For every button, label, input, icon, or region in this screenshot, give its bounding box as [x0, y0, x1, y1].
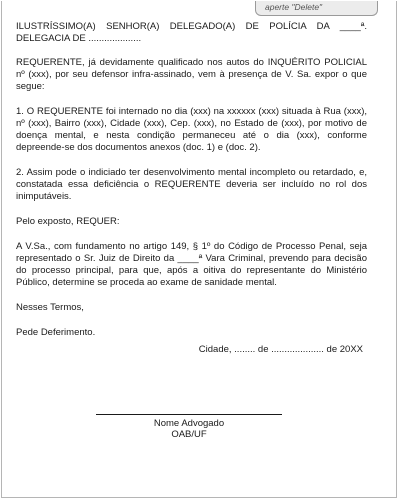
paragraph-item-2: 2. Assim pode o indiciado ter desenvolvimento mental incompleto ou retardado, e, constatada essa deficiência o REQUERENTE deveria ser incluído no rol dos inimputáveis.	[16, 167, 367, 202]
document-heading: ILUSTRÍSSIMO(A) SENHOR(A) DELEGADO(A) DE POLÍCIA DA ____ª. DELEGACIA DE ....................	[16, 21, 367, 44]
signature-name: Nome Advogado	[153, 418, 225, 429]
signature-line	[96, 414, 282, 415]
closing-deferment: Pede Deferimento.	[16, 327, 96, 338]
delete-hint-tab[interactable]: aperte "Delete"	[255, 1, 378, 16]
paragraph-request: A V.Sa., com fundamento no artigo 149, § 1º do Código de Processo Penal, seja representado o Sr. Juiz de Direito da ____ª Vara Criminal, prevendo para decisão do processo principal, para que, após a oitiva do representante do Ministério Público, determine se proceda ao exame de sanidade mental.	[16, 241, 367, 288]
place-date-line: Cidade, ........ de .................... de 20XX	[198, 344, 363, 355]
paragraph-item-1: 1. O REQUERENTE foi internado no dia (xxx) na xxxxxx (xxx) situada à Rua (xxx), nº (xxx), Bairro (xxx), Cidade (xxx), Cep. (xxx), no Estado de (xxx), por motivo de doença mental, e nesta condição permaneceu até o dia (xxx), conforme depreende-se dos documentos anexos (doc. 1) e (doc. 2).	[16, 106, 367, 153]
document-body	[16, 21, 367, 352]
signature-registration: OAB/UF	[171, 429, 207, 440]
signature-block	[96, 418, 282, 440]
paragraph-request-intro: Pelo exposto, REQUER:	[16, 216, 120, 227]
paragraph-intro: REQUERENTE, já devidamente qualificado nos autos do INQUÉRITO POLICIAL nº (xxx), por seu defensor infra-assinado, vem à presença de V. Sa. expor o que segue:	[16, 57, 367, 92]
closing-terms: Nesses Termos,	[16, 302, 84, 313]
